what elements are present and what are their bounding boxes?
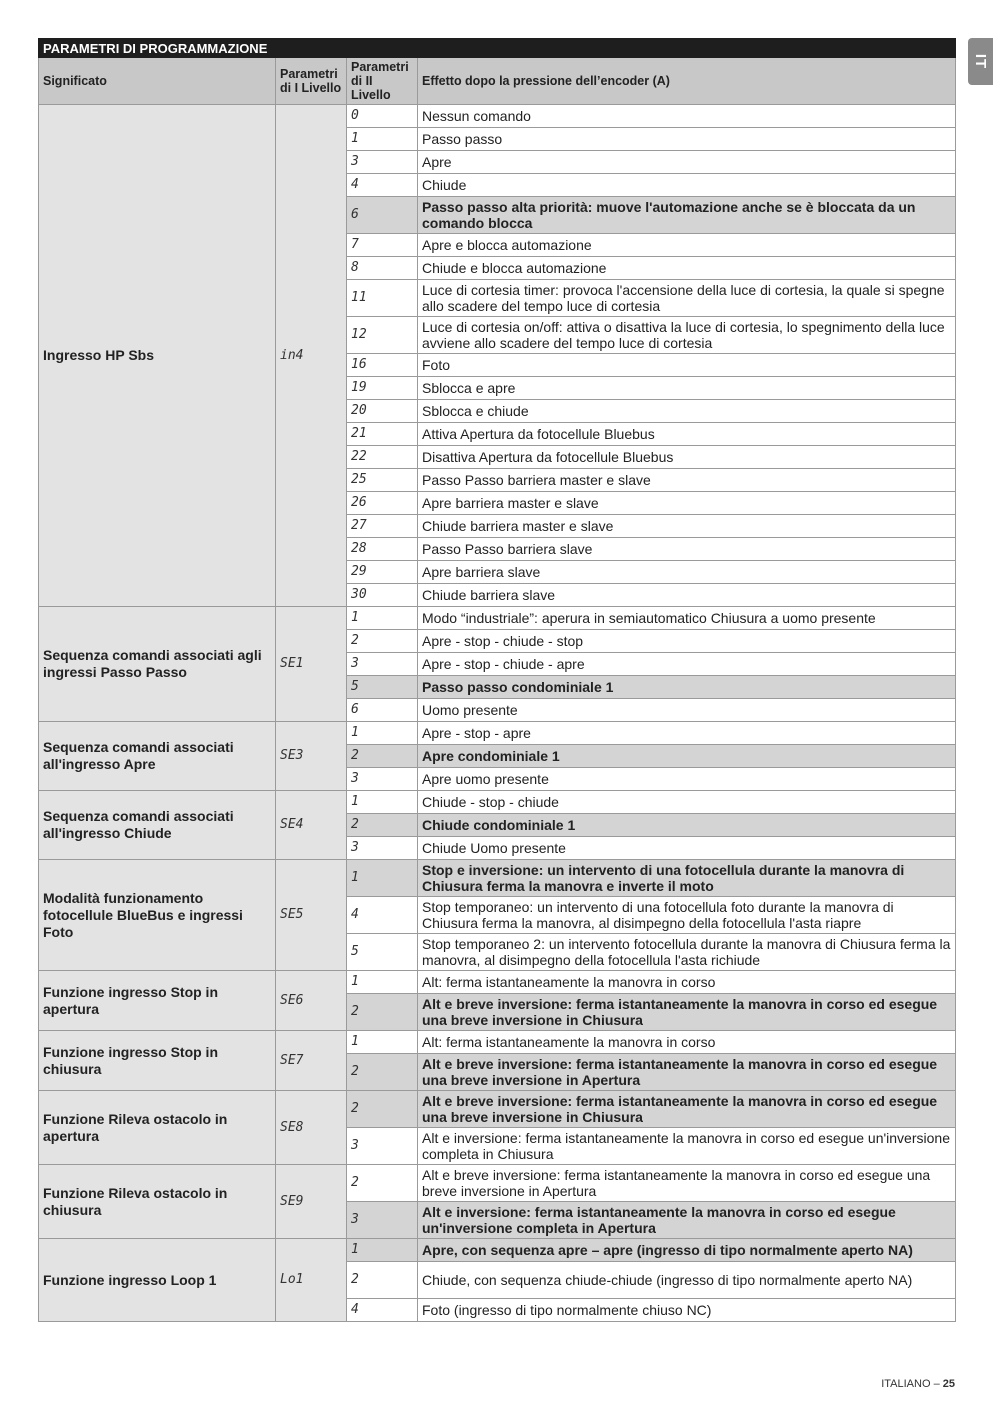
header-param2: Parametri di II Livello	[347, 58, 418, 105]
effect-cell: Passo passo alta priorità: muove l'automazione anche se è bloccata da un comando blocca	[418, 197, 956, 234]
param2-cell: 7	[347, 234, 418, 257]
param2-cell: 2	[347, 814, 418, 837]
table-title-row	[39, 39, 956, 58]
param2-cell: 4	[347, 897, 418, 934]
param2-cell: 1	[347, 1239, 418, 1262]
parameters-table	[38, 38, 956, 1322]
effect-cell: Alt e breve inversione: ferma istantaneamente la manovra in corso ed esegue una breve inversione in Apertura	[418, 1054, 956, 1091]
table-row	[39, 1165, 956, 1202]
param2-cell: 8	[347, 257, 418, 280]
param2-cell: 3	[347, 837, 418, 860]
param2-cell: 2	[347, 630, 418, 653]
param2-cell: 6	[347, 197, 418, 234]
effect-cell: Apre e blocca automazione	[418, 234, 956, 257]
effect-cell: Chiude Uomo presente	[418, 837, 956, 860]
effect-cell: Modo “industriale”: aperura in semiautomatico Chiusura a uomo presente	[418, 607, 956, 630]
param2-cell: 1	[347, 860, 418, 897]
param2-cell: 11	[347, 280, 418, 317]
param1-cell: Lo1	[276, 1239, 347, 1322]
effect-cell: Chiude - stop - chiude	[418, 791, 956, 814]
param2-cell: 22	[347, 446, 418, 469]
effect-cell: Chiude e blocca automazione	[418, 257, 956, 280]
page-number: 25	[942, 1378, 955, 1390]
footer-language: ITALIANO –	[881, 1378, 943, 1390]
param1-cell: in4	[276, 105, 347, 607]
effect-cell: Chiude barriera master e slave	[418, 515, 956, 538]
param2-cell: 3	[347, 1128, 418, 1165]
effect-cell: Apre barriera master e slave	[418, 492, 956, 515]
significato-cell: Sequenza comandi associati all'ingresso Chiude	[39, 791, 276, 860]
param2-cell: 26	[347, 492, 418, 515]
effect-cell: Apre barriera slave	[418, 561, 956, 584]
effect-cell: Chiude, con sequenza chiude-chiude (ingresso di tipo normalmente aperto NA)	[418, 1262, 956, 1299]
param2-cell: 3	[347, 1202, 418, 1239]
effect-cell: Stop temporaneo: un intervento di una fotocellula foto durante la manovra di Chiusura ferma la manovra, al disimpegno della fotocellula l'asta riapre	[418, 897, 956, 934]
param1-cell: SE1	[276, 607, 347, 722]
param2-cell: 12	[347, 317, 418, 354]
effect-cell: Apre	[418, 151, 956, 174]
param2-cell: 2	[347, 1054, 418, 1091]
header-significato: Significato	[39, 58, 276, 105]
language-tab-label: IT	[972, 53, 989, 70]
effect-cell: Alt e breve inversione: ferma istantaneamente la manovra in corso ed esegue una breve inversione in Chiusura	[418, 994, 956, 1031]
param2-cell: 2	[347, 1165, 418, 1202]
param2-cell: 30	[347, 584, 418, 607]
param1-cell: SE9	[276, 1165, 347, 1239]
significato-cell: Sequenza comandi associati agli ingressi Passo Passo	[39, 607, 276, 722]
effect-cell: Apre - stop - chiude - apre	[418, 653, 956, 676]
table-title: PARAMETRI DI PROGRAMMAZIONE	[39, 39, 956, 58]
effect-cell: Apre, con sequenza apre – apre (ingresso di tipo normalmente aperto NA)	[418, 1239, 956, 1262]
effect-cell: Chiude barriera slave	[418, 584, 956, 607]
table-row	[39, 722, 956, 745]
effect-cell: Apre condominiale 1	[418, 745, 956, 768]
table-header-row	[39, 58, 956, 105]
effect-cell: Alt e inversione: ferma istantaneamente la manovra in corso ed esegue un'inversione completa in Chiusura	[418, 1128, 956, 1165]
effect-cell: Luce di cortesia on/off: attiva o disattiva la luce di cortesia, lo spegnimento della luce avviene allo scadere del tempo luce di cortesia	[418, 317, 956, 354]
effect-cell: Apre - stop - chiude - stop	[418, 630, 956, 653]
table-body	[39, 105, 956, 1322]
effect-cell: Passo Passo barriera master e slave	[418, 469, 956, 492]
param1-cell: SE5	[276, 860, 347, 971]
param2-cell: 21	[347, 423, 418, 446]
param2-cell: 1	[347, 791, 418, 814]
effect-cell: Chiude	[418, 174, 956, 197]
significato-cell: Funzione ingresso Stop in apertura	[39, 971, 276, 1031]
effect-cell: Sblocca e chiude	[418, 400, 956, 423]
effect-cell: Alt e inversione: ferma istantaneamente la manovra in corso ed esegue un'inversione completa in Apertura	[418, 1202, 956, 1239]
param2-cell: 29	[347, 561, 418, 584]
param2-cell: 2	[347, 1091, 418, 1128]
table-row	[39, 1031, 956, 1054]
effect-cell: Alt e breve inversione: ferma istantaneamente la manovra in corso ed esegue una breve inversione in Chiusura	[418, 1091, 956, 1128]
table-row	[39, 607, 956, 630]
table-row	[39, 1239, 956, 1262]
param2-cell: 1	[347, 722, 418, 745]
effect-cell: Uomo presente	[418, 699, 956, 722]
effect-cell: Nessun comando	[418, 105, 956, 128]
table-row	[39, 860, 956, 897]
effect-cell: Apre uomo presente	[418, 768, 956, 791]
param2-cell: 1	[347, 1031, 418, 1054]
page-footer	[860, 1378, 955, 1390]
param2-cell: 28	[347, 538, 418, 561]
effect-cell: Passo passo condominiale 1	[418, 676, 956, 699]
header-effetto: Effetto dopo la pressione dell’encoder (A)	[418, 58, 956, 105]
effect-cell: Passo passo	[418, 128, 956, 151]
param2-cell: 3	[347, 768, 418, 791]
significato-cell: Modalità funzionamento fotocellule BlueBus e ingressi Foto	[39, 860, 276, 971]
param2-cell: 6	[347, 699, 418, 722]
effect-cell: Foto	[418, 354, 956, 377]
table-row	[39, 1091, 956, 1128]
effect-cell: Passo Passo barriera slave	[418, 538, 956, 561]
param2-cell: 4	[347, 174, 418, 197]
language-tab	[968, 38, 993, 85]
param2-cell: 25	[347, 469, 418, 492]
effect-cell: Foto (ingresso di tipo normalmente chiuso NC)	[418, 1299, 956, 1322]
param2-cell: 19	[347, 377, 418, 400]
table-row	[39, 105, 956, 128]
significato-cell: Funzione Rileva ostacolo in apertura	[39, 1091, 276, 1165]
significato-cell: Funzione ingresso Stop in chiusura	[39, 1031, 276, 1091]
param1-cell: SE3	[276, 722, 347, 791]
significato-cell: Funzione ingresso Loop 1	[39, 1239, 276, 1322]
param2-cell: 3	[347, 653, 418, 676]
effect-cell: Disattiva Apertura da fotocellule Bluebus	[418, 446, 956, 469]
param1-cell: SE4	[276, 791, 347, 860]
param2-cell: 4	[347, 1299, 418, 1322]
param2-cell: 1	[347, 607, 418, 630]
param2-cell: 1	[347, 971, 418, 994]
param1-cell: SE8	[276, 1091, 347, 1165]
param2-cell: 2	[347, 994, 418, 1031]
param2-cell: 5	[347, 934, 418, 971]
effect-cell: Sblocca e apre	[418, 377, 956, 400]
table-row	[39, 791, 956, 814]
effect-cell: Alt e breve inversione: ferma istantaneamente la manovra in corso ed esegue una breve inversione in Apertura	[418, 1165, 956, 1202]
param2-cell: 2	[347, 745, 418, 768]
significato-cell: Sequenza comandi associati all'ingresso Apre	[39, 722, 276, 791]
effect-cell: Alt: ferma istantaneamente la manovra in corso	[418, 1031, 956, 1054]
table-row	[39, 971, 956, 994]
effect-cell: Alt: ferma istantaneamente la manovra in corso	[418, 971, 956, 994]
effect-cell: Stop temporaneo 2: un intervento fotocellula durante la manovra di Chiusura ferma la manovra, al disimpegno della fotocellula l'asta richiude	[418, 934, 956, 971]
effect-cell: Luce di cortesia timer: provoca l'accensione della luce di cortesia, la quale si spegne allo scadere del tempo luce di cortesia	[418, 280, 956, 317]
param2-cell: 3	[347, 151, 418, 174]
param2-cell: 2	[347, 1262, 418, 1299]
significato-cell: Funzione Rileva ostacolo in chiusura	[39, 1165, 276, 1239]
significato-cell: Ingresso HP Sbs	[39, 105, 276, 607]
param1-cell: SE7	[276, 1031, 347, 1091]
param2-cell: 20	[347, 400, 418, 423]
param2-cell: 0	[347, 105, 418, 128]
header-param1: Parametri di I Livello	[276, 58, 347, 105]
effect-cell: Chiude condominiale 1	[418, 814, 956, 837]
effect-cell: Apre - stop - apre	[418, 722, 956, 745]
param2-cell: 1	[347, 128, 418, 151]
param2-cell: 16	[347, 354, 418, 377]
effect-cell: Stop e inversione: un intervento di una fotocellula durante la manovra di Chiusura ferma la manovra e inverte il moto	[418, 860, 956, 897]
effect-cell: Attiva Apertura da fotocellule Bluebus	[418, 423, 956, 446]
param1-cell: SE6	[276, 971, 347, 1031]
param2-cell: 27	[347, 515, 418, 538]
param2-cell: 5	[347, 676, 418, 699]
